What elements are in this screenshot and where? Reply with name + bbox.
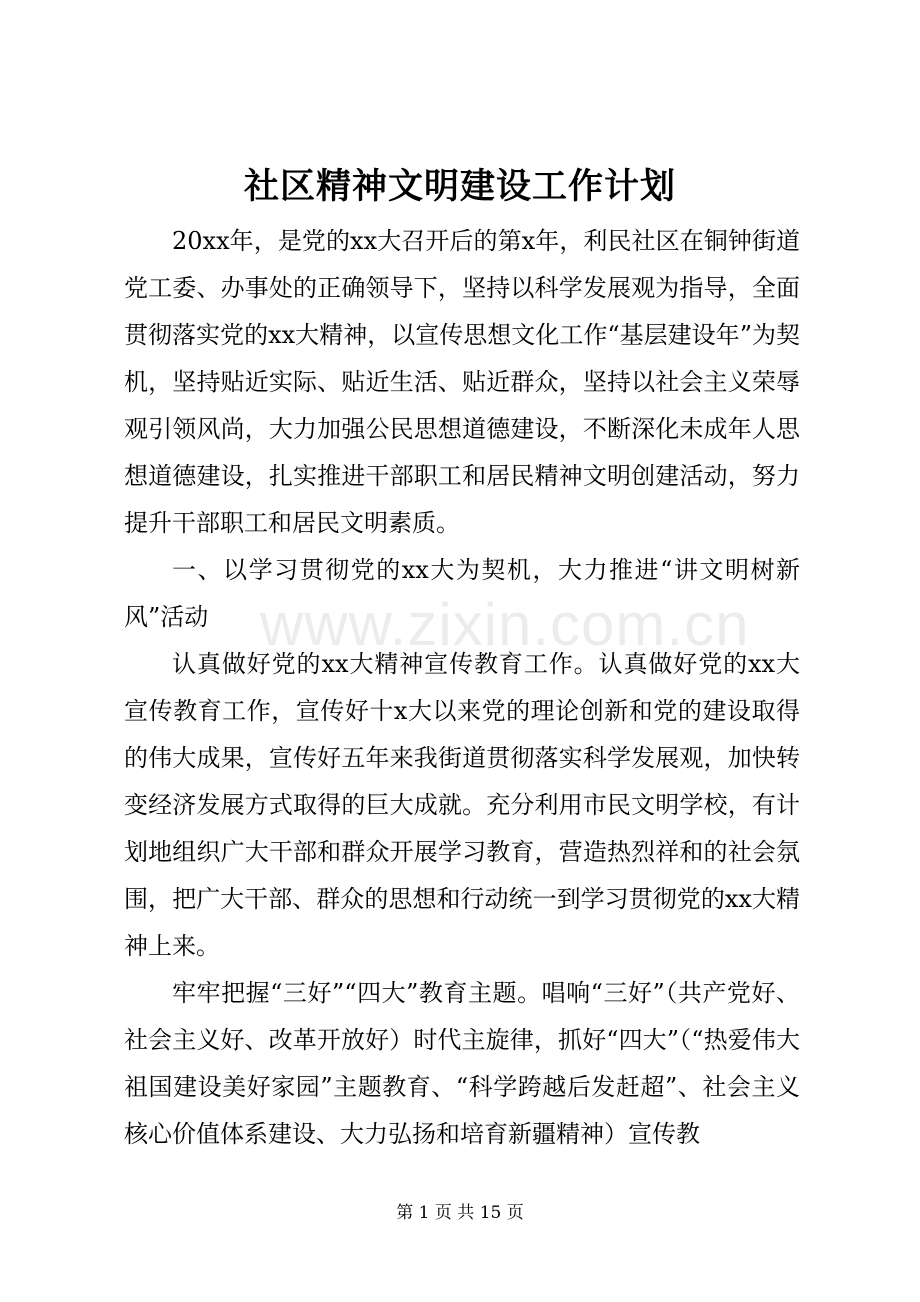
- document-title: 社区精神文明建设工作计划: [243, 166, 676, 207]
- paragraph: 认真做好党的xx大精神宣传教育工作。认真做好党的xx大宣传教育工作，宣传好十x大以来党的理论创新和党的建设取得的伟大成果，宣传好五年来我街道贯彻落实科学发展观，加快转变经济发展方式取得的巨大成就。充分利用市民文明学校，有计划地组织广大干部和群众开展学习教育，营造热烈祥和的社会氛围，把广大干部、群众的思想和行动统一到学习贯彻党的xx大精神上来。: [124, 650, 800, 960]
- watermark: www.zixin.com.cn: [260, 591, 750, 658]
- page-footer: 第 1 页 共 15 页: [396, 1203, 524, 1223]
- paragraph: 20xx年，是党的xx大召开后的第x年，利民社区在铜钟街道党工委、办事处的正确领导下，坚持以科学发展观为指导，全面贯彻落实党的xx大精神，以宣传思想文化工作“基层建设年”为契机，坚持贴近实际、贴近生活、贴近群众，坚持以社会主义荣辱观引领风尚，大力加强公民思想道德建设，不断深化未成年人思想道德建设，扎实推进干部职工和居民精神文明创建活动，努力提升干部职工和居民文明素质。: [124, 227, 800, 537]
- paragraph: 牢牢把握“三好”“四大”教育主题。唱响“三好”（共产党好、社会主义好、改革开放好）时代主旋律，抓好“四大”（“热爱伟大祖国建设美好家园”主题教育、“科学跨越后发赶超”、社会主义核心价值体系建设、大力弘扬和培育新疆精神）宣传教: [124, 979, 800, 1148]
- section-heading: 一、以学习贯彻党的xx大为契机，大力推进“讲文明树新风”活动: [124, 556, 800, 631]
- document-body: [124, 218, 800, 1158]
